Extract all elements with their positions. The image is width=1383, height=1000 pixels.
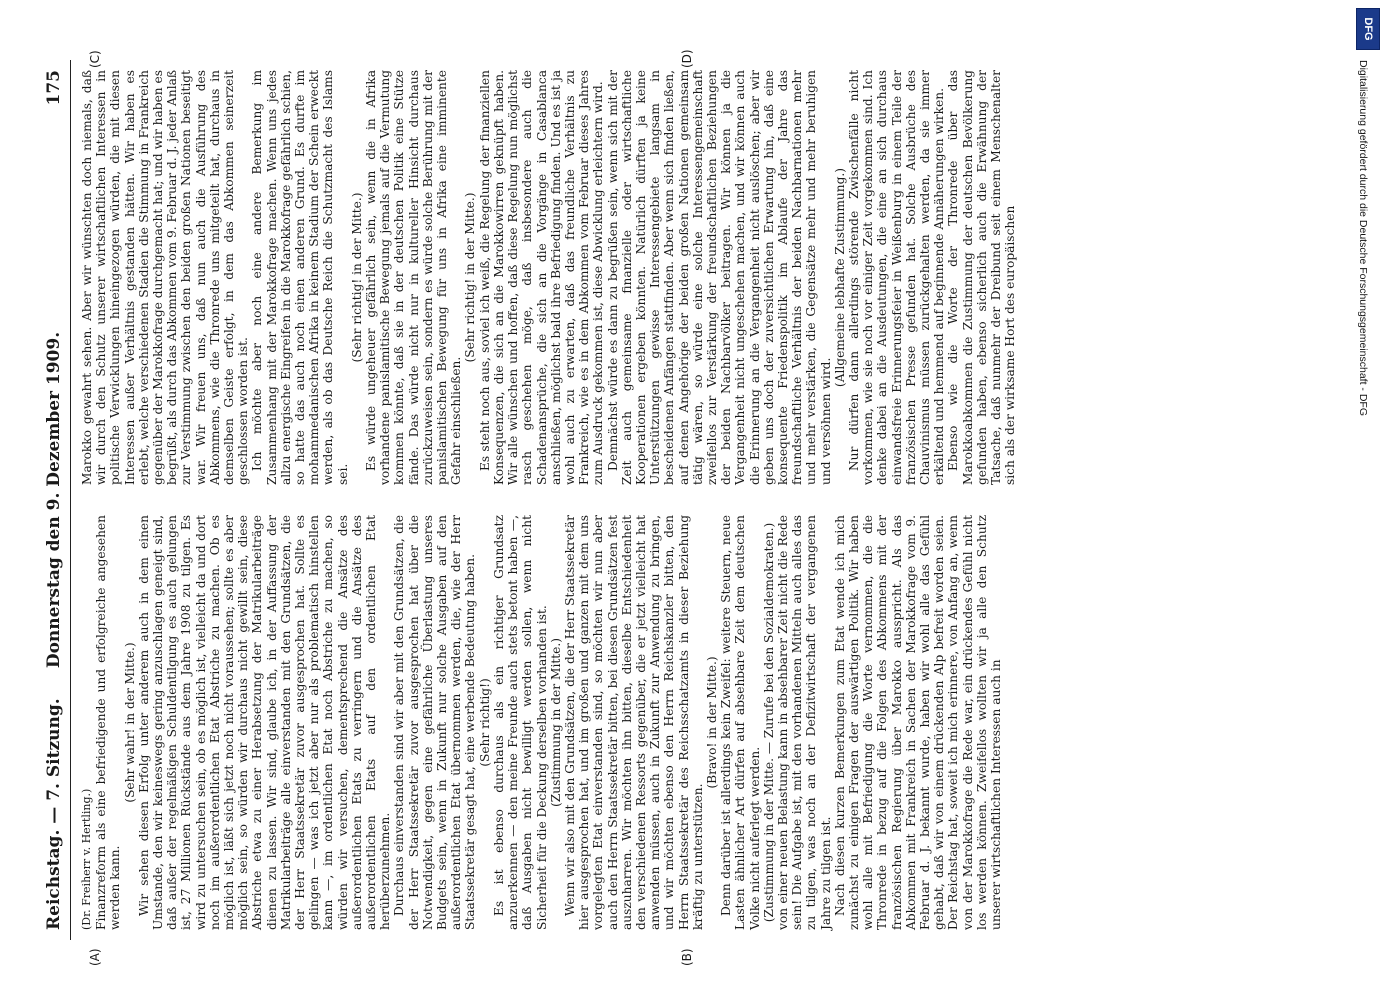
header-date: Donnerstag den 9. Dezember 1909. [44,331,64,669]
paragraph: Wenn wir also mit den Grundsätzen, die der Herr Staatssekretär hier ausgesprochen hat, und im großen und ganzen mit dem uns vorgelegten Etat einverstanden sind, so möchten wir nun aber auch den Herrn Staatssekretär bitten, bei diesen Grundsätzen fest auszuharren. Wir möchten ihn bitten, dieselbe Entschiedenheit den verschiedenen Ressorts gegenüber, die er jetzt vielleicht hat anwenden müssen, auch in Zukunft zur Anwendung zu bringen, und wir möchten ebenso den Herrn Reichskanzler bitten, den Herrn Staatssekretär des Reichsschatzamts in dieser Beziehung kräftig zu unterstützen. [562,515,705,930]
paragraph: Durchaus einverstanden sind wir aber mit den Grundsätzen, die der Herr Staatssekretär zuvor ausgesprochen hat über die Notwendigkeit, gegen eine gefährliche Überlastung unseres Budgets sein, wenn in Zukunft nur solche Ausgaben auf den außerordentlichen Etat übernommen werden, die, wie der Herr Staatssekretär gesagt hat, eine werbende Bedeutung haben. [392,515,478,930]
page-content [40,49,1018,966]
paragraph: Ich möchte aber noch eine andere Bemerkung im Zusammenhang mit der Marokkofrage machen. Wenn uns jedes allzu energische Eingreifen in die Marokkofrage gefährlich schien, so hatte das auch noch einen anderen Grund. Es durfte im mohammedanischen Afrika in keinem Stadium der Schein erweckt werden, als ob das Deutsche Reich die Schutzmacht des Islams sei. [250,70,350,485]
interjection: (Sehr wahr! in der Mitte.) [122,642,137,803]
paragraph: Wir sehen diesen Erfolg unter anderem auch in dem einen Umstande, den wir keineswegs gering anzuschlagen geneigt sind, daß außer der regelmäßigen Schuldentilgung es auch gelungen ist, 27 Millionen Rückstände aus dem Jahre 1908 zu tilgen. Es wird zu untersuchen sein, ob es möglich ist, vielleicht da und dort noch im außerordentlichen Etat Abstriche zu machen. Ob es möglich ist, läßt sich jetzt noch nicht voraussehen; sollte es aber möglich sein, so würden wir durchaus nicht gewillt sein, diese Abstriche etwa zu einer Herabsetzung der Matrikularbeiträge dienen zu lassen. Wir sind, glaube ich, in der Auffassung der Matrikularbeiträge alle einverstanden mit den Grundsätzen, die der Herr Staatssekretär zuvor ausgesprochen hat. Sollte es gelingen — was ich jetzt aber nur als problematisch hinstellen kann —, im ordentlichen Etat noch Abstriche zu machen, so würden wir versuchen, dementsprechend die Ansätze des außerordentlichen Etats zu verringern und die Ansätze des außerordentlichen Etats auf den ordentlichen Etat herüberzunehmen. [136,515,393,930]
paragraph: Denn darüber ist allerdings kein Zweifel: weitere Steuern, neue Lasten ähnlicher Art dürfen auf absehbare Zeit dem deutschen Volke nicht auferlegt werden. [719,515,762,930]
interjection: (Sehr richtig! in der Mitte.) [463,192,478,363]
interjection: (Sehr richtig! in der Mitte.) [349,192,364,363]
right-column [80,70,1017,485]
interjection: (Allgemeine lebhafte Zustimmung.) [832,167,847,388]
interjection: (Zustimmung in der Mitte.) [548,638,563,807]
page-header [40,60,71,940]
interjection: (Sehr richtig!) [477,678,492,767]
paragraph: Es steht noch aus, soviel ich weiß, die Regelung der finanziellen Konsequenzen, die sich an die Marokkowirren geknüpft haben. Wir alle wünschen und hoffen, daß diese Regelung nun möglichst rasch geschehen möge, daß insbesondere auch die Schadenansprüche, die sich an die Vorgänge in Casablanca anschließen, möglichst bald ihre Befriedigung finden. Und es ist ja wohl auch zu erwarten, daß das freundliche Verhältnis zu Frankreich, wie es in dem Abkommen vom Februar dieses Jahres zum Ausdruck gekommen ist, diese Abwicklung erleichtern wird. [477,70,606,485]
interjection: (Bravo! in der Mitte.) [704,656,719,789]
left-column [80,515,1003,930]
margin-label-c: (C) [88,50,102,68]
digitization-credit [1352,10,1374,990]
dfg-logo-text: DFG [1362,17,1374,41]
digitization-credit-text: Digitalisierung gefördert durch die Deutsche Forschungsgemeinschaft - DFG [1357,60,1369,417]
margin-label-a: (A) [88,948,102,966]
paragraph: Nur dürfen dann allerdings störende Zwischenfälle nicht vorkommen, wie sie noch vor einiger Zeit vorgekommen sind. Ich denke dabei an die Ausdeutungen, die eine an sich durchaus einwandsfreie Erinnerungsfeier in Weißenburg in einem Teile der französischen Presse gefunden hat. Solche Ausbrüche des Chauvinismus müssen zurückgehalten werden, da sie immer erkältend und hemmend auf beginnende Annäherungen wirken. [846,70,947,485]
paragraph: Marokko gewahrt sehen. Aber wir wünschten doch niemals, daß wir durch den Schutz unserer wirtschaftlichen Interessen in politische Verwicklungen hineingezogen würden, die mit diesen Interessen außer Verhältnis gestanden hätten. Wir haben es erlebt, welche verschiedenen Stadien die Stimmung in Frankreich gegenüber der Marokkofrage durchgemacht hat; und wir haben es begrüßt, als durch das Abkommen vom 9. Februar d. J. jeder Anlaß zur Verstimmung zwischen den beiden großen Nationen beseitigt war. Wir freuen uns, daß nun auch die Ausführung des Abkommens, wie die Thronrede uns mitgeteilt hat, durchaus in demselben Geiste erfolgt, in dem das Abkommen seinerzeit geschlossen worden ist. [80,70,251,485]
speaker-name: (Dr. Freiherr v. Hertling.) [80,788,93,930]
paragraph: Ebenso wie die Worte der Thronrede über das Marokkoabkommen die Zustimmung der deutschen Bevölkerung gefunden haben, ebenso sicherlich auch die Erwähnung der Tatsache, daß nunmehr der Dreibund seit einem Menschenalter sich als der wirksame Hort des europäischen [946,70,1018,485]
paragraph: Nach diesen kurzen Bemerkungen zum Etat wende ich mich zunächst zu einigen Fragen der auswärtigen Politik. Wir haben wohl alle mit Befriedigung die Worte vernommen, die die Thronrede in bezug auf die Folgen des Abkommens mit der französischen Regierung über Marokko ausspricht. Als das Abkommen mit Frankreich in Sachen der Marokkofrage vom 9. Februar d. J. bekannt wurde, haben wir wohl alle das Gefühl gehabt, daß wir von einem drückenden Alp befreit worden seien. Der Reichstag hat, soweit ich mich erinnere, von Anfang an, wenn von der Marokkofrage die Rede war, ein drückendes Gefühl nicht los werden können. Zweifellos wollten wir ja alle den Schutz unserer wirtschaftlichen Interessen auch in [832,515,1003,930]
rotated-page [40,49,1018,966]
paragraph: Finanzreform als eine befriedigende und erfolgreiche angesehen werden kann. [94,515,123,930]
paragraph: Es ist ebenso durchaus als ein richtiger Grundsatz anzuerkennen — den meine Freunde auch stets betont haben —, daß Ausgaben nicht bewilligt werden sollen, wenn nicht Sicherheit für die Deckung derselben vorhanden ist. [491,515,549,930]
paragraph: Demnächst würde es dann zu begrüßen sein, wenn sich mit der Zeit auch gemeinsame finanzielle oder wirtschaftliche Kooperationen ergeben könnten. Natürlich dürften ja keine Unterstützungen gewisse Interessengebiete langsam in bescheidenen Anfängen stattfinden. Aber wenn sich finden ließen, auf denen Angehörige der beiden großen Nationen gemeinsam tätig wären, so würde eine solche Interessengemeinschaft zweifellos zur Verstärkung der freundschaftlichen Beziehungen der beiden Nachbarvölker beitragen. Wir können ja die Vergangenheit nicht ungeschehen machen, und wir können auch die Erinnerung an die Vergangenheit nicht auslöschen; aber wir geben uns doch der zuversichtlichen Erwartung hin, daß eine konsequente Friedenspolitik im Ablaufe der Jahre das freundschaftliche Verhältnis der beiden Nachbarnationen mehr und mehr verstärken, die Gegensätze mehr und mehr beruhigen und versöhnen wird. [605,70,833,485]
margin-label-b: (B) [680,948,694,966]
margin-label-d: (D) [680,49,694,68]
paragraph: von einer neuen Belastung kann in absehbarer Zeit nicht die Rede sein! Die Aufgabe ist, mit den vorhandenen Mitteln auch alles das zu tilgen, was noch an der Defizitwirtschaft der vergangenen Jahre zu tilgen ist. [775,515,833,930]
interjection: (Zustimmung in der Mitte. — Zurufe bei den Sozialdemokraten.) [761,522,776,923]
header-left: Reichstag. — 7. Sitzung. [44,698,64,930]
page-number: 175 [44,70,64,106]
paragraph: Es würde ungeheuer gefährlich sein, wenn die in Afrika vorhandene panislamitische Bewegung jemals auf die Vermutung kommen könnte, daß sie in der deutschen Politik eine Stütze fände. Das würde nicht nur in kultureller Hinsicht durchaus zurückzuweisen sein, sondern es würde solche Berührung mit der panislamitischen Bewegung für uns in Afrika eine imminente Gefahr einschließen. [364,70,464,485]
